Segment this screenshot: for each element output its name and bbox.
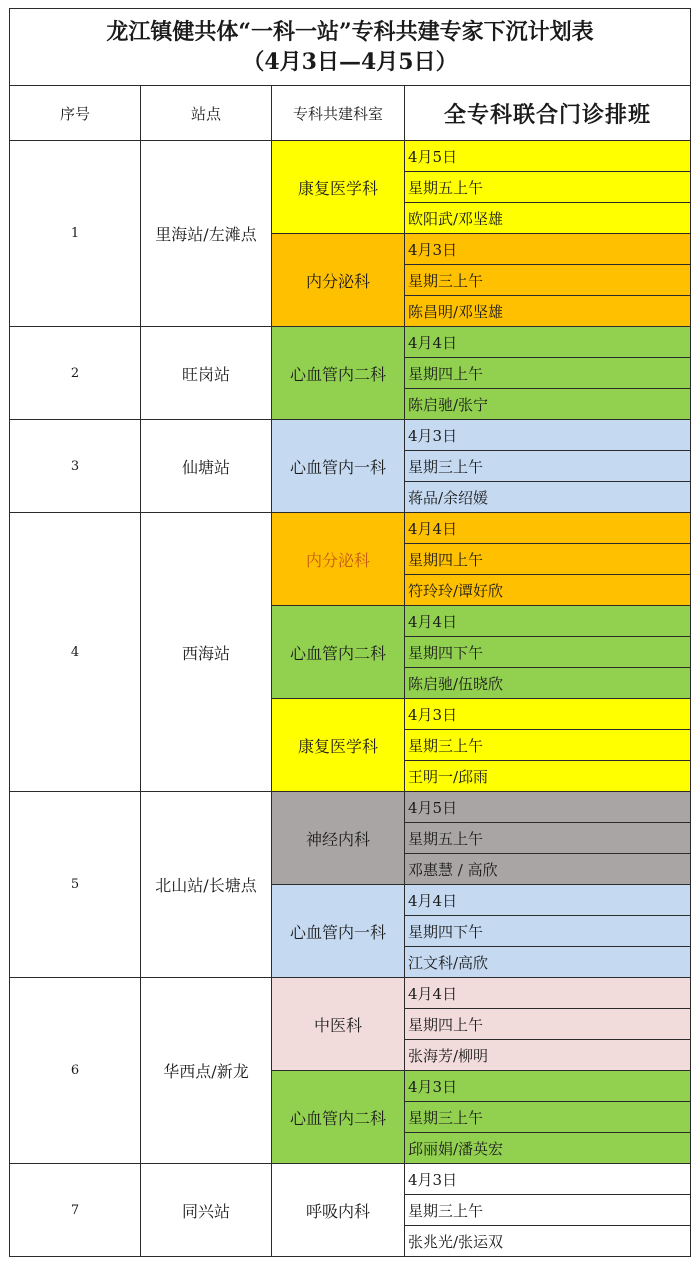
row-number: 4 bbox=[10, 513, 141, 792]
dept-name: 康复医学科 bbox=[272, 141, 405, 234]
dept-name: 中医科 bbox=[272, 978, 405, 1071]
row-number: 5 bbox=[10, 792, 141, 978]
title-line-1: 龙江镇健共体“一科一站”专科共建专家下沉计划表 bbox=[106, 19, 594, 45]
schedule-session: 星期三上午 bbox=[405, 1102, 691, 1133]
row-number: 1 bbox=[10, 141, 141, 327]
schedule-doctors: 张海芳/柳明 bbox=[405, 1040, 691, 1071]
site-name: 西海站 bbox=[141, 513, 272, 792]
row-number: 2 bbox=[10, 327, 141, 420]
schedule-doctors: 陈启驰/伍晓欣 bbox=[405, 668, 691, 699]
table-row bbox=[10, 792, 691, 823]
header-dept: 专科共建科室 bbox=[272, 86, 405, 141]
schedule-doctors: 王明一/邱雨 bbox=[405, 761, 691, 792]
schedule-doctors: 邓惠慧 / 高欣 bbox=[405, 854, 691, 885]
dept-name: 神经内科 bbox=[272, 792, 405, 885]
dept-name: 内分泌科 bbox=[272, 513, 405, 606]
schedule-session: 星期三上午 bbox=[405, 265, 691, 296]
dept-name: 心血管内二科 bbox=[272, 1071, 405, 1164]
schedule-doctors: 欧阳武/邓坚雄 bbox=[405, 203, 691, 234]
schedule-session: 星期四下午 bbox=[405, 916, 691, 947]
dept-name: 心血管内一科 bbox=[272, 885, 405, 978]
site-name: 华西点/新龙 bbox=[141, 978, 272, 1164]
schedule-session: 星期三上午 bbox=[405, 730, 691, 761]
dept-name: 呼吸内科 bbox=[272, 1164, 405, 1257]
schedule-session: 星期四上午 bbox=[405, 544, 691, 575]
site-name: 旺岗站 bbox=[141, 327, 272, 420]
site-name: 里海站/左滩点 bbox=[141, 141, 272, 327]
schedule-date: 4月4日 bbox=[405, 978, 691, 1009]
table-row bbox=[10, 420, 691, 451]
schedule-doctors: 符玲玲/谭好欣 bbox=[405, 575, 691, 606]
schedule-table bbox=[9, 8, 691, 1257]
schedule-date: 4月4日 bbox=[405, 885, 691, 916]
schedule-date: 4月4日 bbox=[405, 513, 691, 544]
schedule-date: 4月3日 bbox=[405, 699, 691, 730]
header-site: 站点 bbox=[141, 86, 272, 141]
schedule-session: 星期四下午 bbox=[405, 637, 691, 668]
schedule-date: 4月4日 bbox=[405, 606, 691, 637]
schedule-date: 4月3日 bbox=[405, 1071, 691, 1102]
table-row bbox=[10, 141, 691, 172]
table-row bbox=[10, 327, 691, 358]
row-number: 7 bbox=[10, 1164, 141, 1257]
row-number: 6 bbox=[10, 978, 141, 1164]
schedule-date: 4月3日 bbox=[405, 1164, 691, 1195]
schedule-date: 4月3日 bbox=[405, 420, 691, 451]
table-row bbox=[10, 978, 691, 1009]
schedule-doctors: 蒋品/余绍媛 bbox=[405, 482, 691, 513]
schedule-date: 4月5日 bbox=[405, 792, 691, 823]
schedule-session: 星期四上午 bbox=[405, 358, 691, 389]
schedule-session: 星期五上午 bbox=[405, 172, 691, 203]
table-title bbox=[10, 9, 691, 86]
schedule-doctors: 陈昌明/邓坚雄 bbox=[405, 296, 691, 327]
header-row bbox=[10, 86, 691, 141]
schedule-date: 4月3日 bbox=[405, 234, 691, 265]
schedule-doctors: 江文科/高欣 bbox=[405, 947, 691, 978]
schedule-date: 4月5日 bbox=[405, 141, 691, 172]
dept-name: 内分泌科 bbox=[272, 234, 405, 327]
schedule-doctors: 张兆光/张运双 bbox=[405, 1226, 691, 1257]
schedule-doctors: 陈启驰/张宁 bbox=[405, 389, 691, 420]
header-schedule: 全专科联合门诊排班 bbox=[405, 86, 691, 141]
title-line-2: （4月3日—4月5日） bbox=[242, 49, 458, 75]
table-row bbox=[10, 1164, 691, 1195]
dept-name: 心血管内二科 bbox=[272, 606, 405, 699]
header-num: 序号 bbox=[10, 86, 141, 141]
schedule-session: 星期三上午 bbox=[405, 451, 691, 482]
table-row bbox=[10, 513, 691, 544]
schedule-session: 星期三上午 bbox=[405, 1195, 691, 1226]
dept-name: 康复医学科 bbox=[272, 699, 405, 792]
row-number: 3 bbox=[10, 420, 141, 513]
schedule-doctors: 邱丽娟/潘英宏 bbox=[405, 1133, 691, 1164]
site-name: 北山站/长塘点 bbox=[141, 792, 272, 978]
dept-name: 心血管内二科 bbox=[272, 327, 405, 420]
schedule-date: 4月4日 bbox=[405, 327, 691, 358]
schedule-session: 星期五上午 bbox=[405, 823, 691, 854]
title-row bbox=[10, 9, 691, 86]
site-name: 同兴站 bbox=[141, 1164, 272, 1257]
schedule-session: 星期四上午 bbox=[405, 1009, 691, 1040]
dept-name: 心血管内一科 bbox=[272, 420, 405, 513]
site-name: 仙塘站 bbox=[141, 420, 272, 513]
